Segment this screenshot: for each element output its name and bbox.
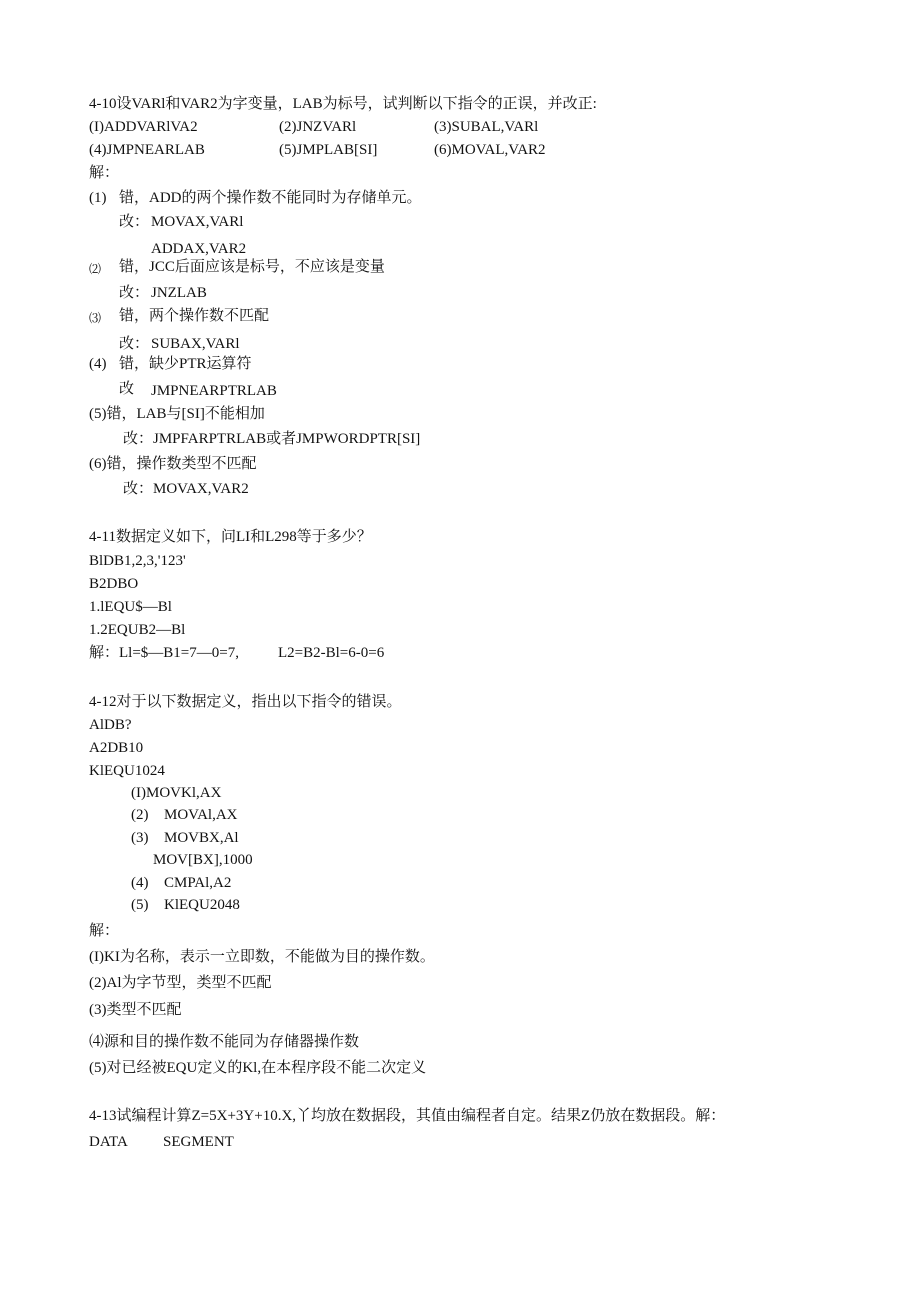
answer-text: L2=B2-Bl=6-0=6 <box>278 645 385 661</box>
answer-text: 错，JCC后面应该是标号，不应该是变量 <box>119 259 385 275</box>
answer-text: 解：Ll=$—B1=7—0=7, <box>89 645 239 661</box>
question-4-12-title: 4-12对于以下数据定义，指出以下指令的错误。 <box>89 694 402 710</box>
instruction-number: (2) <box>131 807 149 823</box>
instruction-number: (5) <box>131 897 149 913</box>
fix-code: 改：MOVAX,VAR2 <box>123 481 249 497</box>
answer-label: 解： <box>89 165 120 181</box>
answer-text: (6)错，操作数类型不匹配 <box>89 456 257 472</box>
instruction-item: (2)JNZVARl <box>279 119 357 135</box>
instruction-item: (3)SUBAL,VARl <box>434 119 539 135</box>
fix-label: 改： <box>119 336 150 352</box>
data-definition-line: BlDB1,2,3,'123' <box>89 553 186 569</box>
answer-text: (3)类型不匹配 <box>89 1002 182 1018</box>
question-4-10-title: 4-10设VARl和VAR2为字变量，LAB为标号，试判断以下指令的正误，并改正: <box>89 96 597 112</box>
instruction-item: (I)ADDVARlVA2 <box>89 119 198 135</box>
answer-text: ⑷源和目的操作数不能同为存储器操作数 <box>89 1034 360 1050</box>
data-definition-line: AlDB? <box>89 717 132 733</box>
data-definition-line: KlEQU1024 <box>89 763 165 779</box>
answer-number: ⑶ <box>89 311 102 325</box>
question-4-13-title: 4-13试编程计算Z=5X+3Y+10.X,丫均放在数据段，其值由编程者自定。结果Z仍放在数据段。解： <box>89 1108 726 1124</box>
answer-text: (5)对已经被EQU定义的Kl,在本程序段不能二次定义 <box>89 1060 427 1076</box>
answer-text: (I)KI为名称，表示一立即数，不能做为目的操作数。 <box>89 949 435 965</box>
instruction-line: MOVBX,Al <box>164 830 239 846</box>
code-line: DATA <box>89 1134 128 1150</box>
fix-label: 改： <box>119 285 150 301</box>
data-definition-line: 1.lEQU$—Bl <box>89 599 172 615</box>
data-definition-line: A2DB10 <box>89 740 144 756</box>
answer-text: (5)错，LAB与[SI]不能相加 <box>89 406 265 422</box>
fix-code: JMPNEARPTRLAB <box>151 383 277 399</box>
answer-text: 错，ADD的两个操作数不能同时为存储单元。 <box>119 190 422 206</box>
answer-number: (1) <box>89 190 107 206</box>
answer-number: (4) <box>89 356 107 372</box>
answer-number: ⑵ <box>89 262 102 276</box>
answer-label: 解： <box>89 923 120 939</box>
fix-code: 改：JMPFARPTRLAB或者JMPWORDPTR[SI] <box>123 431 421 447</box>
fix-label: 改： <box>119 214 150 230</box>
fix-code: ADDAX,VAR2 <box>151 241 247 257</box>
data-definition-line: B2DBO <box>89 576 139 592</box>
instruction-line: MOVAl,AX <box>164 807 238 823</box>
fix-code: MOVAX,VARl <box>151 214 244 230</box>
fix-code: JNZLAB <box>151 285 207 301</box>
fix-label: 改 <box>119 381 135 397</box>
instruction-item: (5)JMPLAB[SI] <box>279 142 378 158</box>
fix-code: SUBAX,VARl <box>151 336 240 352</box>
data-definition-line: 1.2EQUB2—Bl <box>89 622 186 638</box>
instruction-line: KlEQU2048 <box>164 897 240 913</box>
instruction-item: (4)JMPNEARLAB <box>89 142 205 158</box>
instruction-item: (6)MOVAL,VAR2 <box>434 142 546 158</box>
instruction-line: (I)MOVKl,AX <box>131 785 222 801</box>
instruction-line: MOV[BX],1000 <box>153 852 253 868</box>
instruction-number: (4) <box>131 875 149 891</box>
question-4-11-title: 4-11数据定义如下，问LI和L298等于多少？ <box>89 529 372 545</box>
answer-text: 错，缺少PTR运算符 <box>119 356 252 372</box>
instruction-line: CMPAl,A2 <box>164 875 232 891</box>
answer-text: (2)Al为字节型，类型不匹配 <box>89 975 272 991</box>
answer-text: 错，两个操作数不匹配 <box>119 308 270 324</box>
instruction-number: (3) <box>131 830 149 846</box>
code-line: SEGMENT <box>163 1134 234 1150</box>
